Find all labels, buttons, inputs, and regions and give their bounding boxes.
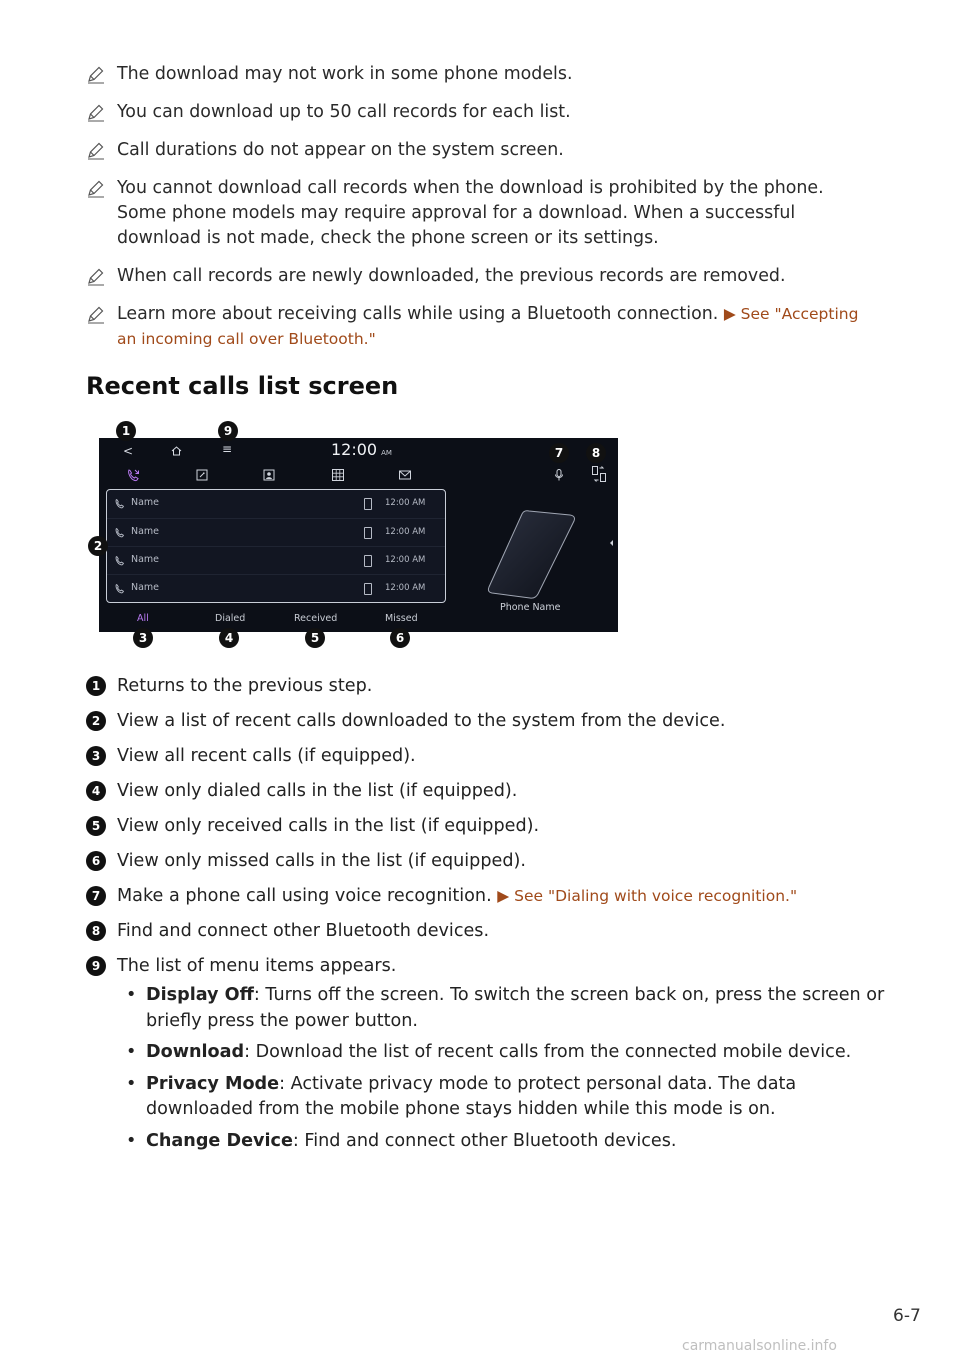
head-unit-screen — [99, 438, 618, 632]
section-heading: Recent calls list screen — [86, 372, 399, 400]
legend-item: 2 View a list of recent calls downloaded to the system from the device. — [86, 708, 886, 734]
menu-items-list — [117, 983, 886, 1154]
category-bar — [99, 462, 618, 488]
page-number: 6-7 — [893, 1306, 921, 1326]
legend-item: 3 View all recent calls (if equipped). — [86, 743, 886, 769]
callout-8: 8 — [586, 443, 606, 463]
note-item — [86, 176, 876, 251]
mobile-device-icon — [364, 498, 372, 510]
note-text: Call durations do not appear on the system screen. — [117, 140, 564, 160]
mobile-device-icon — [364, 527, 372, 539]
recent-calls-list — [106, 489, 446, 603]
note-item — [86, 264, 876, 289]
microphone-icon[interactable] — [552, 468, 566, 482]
menu-item-download: • Download: Download the list of recent calls from the connected mobile device. — [126, 1042, 852, 1062]
keypad-icon[interactable] — [331, 468, 345, 482]
call-icon — [114, 527, 125, 538]
caller-name: Name — [131, 497, 160, 508]
call-time: 12:00 AM — [385, 583, 426, 593]
list-item[interactable] — [107, 546, 445, 575]
legend-item: 8 Find and connect other Bluetooth devices. — [86, 918, 886, 944]
side-collapse-arrow[interactable] — [610, 540, 613, 546]
call-filter-tabs — [99, 610, 444, 632]
phone-illustration — [484, 508, 584, 602]
call-time: 12:00 AM — [385, 498, 426, 508]
callout-3: 3 — [133, 628, 153, 648]
note-text: You cannot download call records when the download is prohibited by the phone. Some phone models may require approval for a download. When a successful download is not made, check the phone screen or its settings. — [117, 178, 824, 248]
list-item[interactable] — [107, 574, 445, 603]
switch-device-icon[interactable] — [591, 465, 607, 483]
note-item — [86, 62, 876, 87]
recent-calls-illustration — [86, 420, 626, 656]
pencil-note-icon — [86, 102, 106, 122]
caller-name: Name — [131, 554, 160, 565]
callout-2: 2 — [88, 536, 108, 556]
caller-name: Name — [131, 582, 160, 593]
pencil-note-icon — [86, 140, 106, 160]
recent-calls-icon[interactable] — [126, 468, 140, 482]
tab-all[interactable]: All — [137, 613, 149, 624]
cross-reference-link[interactable]: ▶ See "Accepting an incoming call over Bluetooth." — [117, 305, 859, 348]
tab-dialed[interactable]: Dialed — [215, 613, 246, 624]
note-text: Learn more about receiving calls while using a Bluetooth connection. — [117, 304, 719, 324]
callout-9: 9 — [218, 421, 238, 441]
menu-item-display-off: • Display Off: Turns off the screen. To switch the screen back on, press the screen or briefly press the power button. — [126, 985, 885, 1031]
contacts-icon[interactable] — [262, 468, 276, 482]
caller-name: Name — [131, 526, 160, 537]
callout-7: 7 — [549, 443, 569, 463]
call-icon — [114, 498, 125, 509]
tab-missed[interactable]: Missed — [385, 613, 418, 624]
note-text: You can download up to 50 call records for each list. — [117, 102, 571, 122]
note-item — [86, 302, 876, 352]
call-icon — [114, 583, 125, 594]
notes-list — [86, 62, 876, 365]
menu-item-privacy-mode: • Privacy Mode: Activate privacy mode to protect personal data. The data downloaded from the mobile phone stays hidden while this mode is on. — [126, 1073, 797, 1119]
pencil-note-icon — [86, 266, 106, 286]
pencil-note-icon — [86, 178, 106, 198]
tab-received[interactable]: Received — [294, 613, 338, 624]
callout-1: 1 — [116, 421, 136, 441]
cross-reference-link[interactable]: ▶ See "Dialing with voice recognition." — [497, 887, 798, 905]
message-icon[interactable] — [398, 468, 412, 482]
mobile-device-icon — [364, 555, 372, 567]
legend-item: 7 Make a phone call using voice recognition. ▶ See "Dialing with voice recognition." — [86, 883, 886, 909]
callout-5: 5 — [305, 628, 325, 648]
note-text: When call records are newly downloaded, the previous records are removed. — [117, 266, 786, 286]
callout-6: 6 — [390, 628, 410, 648]
call-icon — [114, 555, 125, 566]
clock: 12:00 AM — [331, 440, 392, 459]
connected-phone-name: Phone Name — [500, 602, 561, 613]
legend-item: 6 View only missed calls in the list (if equipped). — [86, 848, 886, 874]
menu-item-change-device: • Change Device: Find and connect other Bluetooth devices. — [126, 1130, 677, 1151]
list-item[interactable] — [107, 490, 445, 518]
back-icon[interactable]: < — [123, 444, 134, 458]
pencil-note-icon — [86, 304, 106, 324]
watermark: carmanualsonline.info — [682, 1338, 837, 1354]
callout-legend — [86, 673, 886, 1160]
home-icon[interactable] — [171, 446, 182, 456]
pencil-note-icon — [86, 64, 106, 84]
legend-item: 5 View only received calls in the list (if equipped). — [86, 813, 886, 839]
menu-icon[interactable]: ≡ — [222, 442, 233, 456]
note-item — [86, 138, 876, 163]
note-item — [86, 100, 876, 125]
legend-item: 9 The list of menu items appears. • Display Off: Turns off the screen. To switch the screen back on, press the screen or briefly press the power button. • Download: Download the list of recent calls from the connected mobile device. • Privacy Mode: Activate privacy mode to protect personal data. The data downloaded from the mobile phone stays hidden while this mode is on. • Change Device: Find and connect other Bluetooth devices. — [86, 953, 886, 1154]
legend-item: 1 Returns to the previous step. — [86, 673, 886, 699]
call-time: 12:00 AM — [385, 527, 426, 537]
callout-4: 4 — [219, 628, 239, 648]
favorites-icon[interactable] — [195, 468, 209, 482]
note-text: The download may not work in some phone models. — [117, 64, 573, 84]
mobile-device-icon — [364, 583, 372, 595]
call-time: 12:00 AM — [385, 555, 426, 565]
legend-item: 4 View only dialed calls in the list (if equipped). — [86, 778, 886, 804]
list-item[interactable] — [107, 518, 445, 547]
